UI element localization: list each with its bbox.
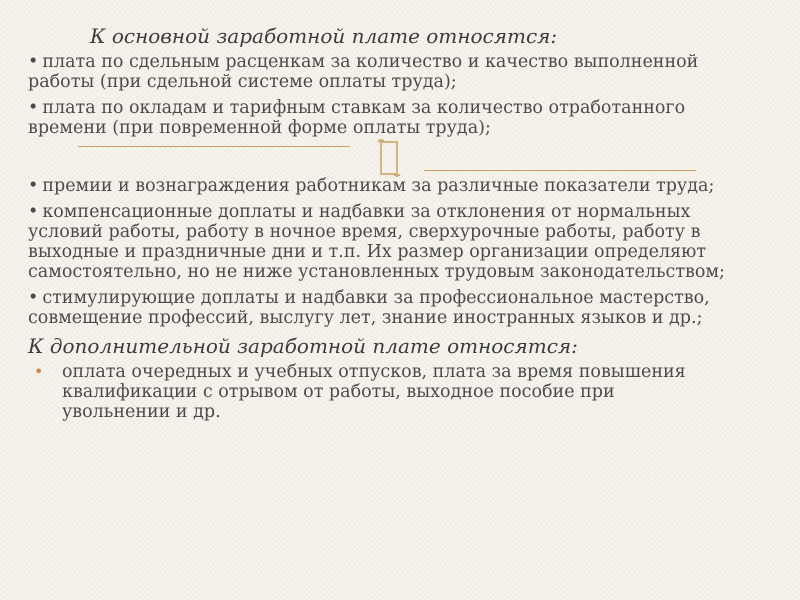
basic-item-text: компенсационные доплаты и надбавки за отклонения от нормальных условий работы, работу в ночное время, сверхурочные работы, работу в выходные и праздничные дни и т.п. Их размер организации определяют самостоятельно, но не ниже установленных трудовым законодательством; xyxy=(28,202,725,282)
additional-item-text: оплата очередных и учебных отпусков, плата за время повышения квалификации с отрывом от работы, выходное пособие при увольнении и др. xyxy=(62,362,686,422)
basic-item-1 xyxy=(28,52,728,92)
bullet-marker: • xyxy=(34,362,44,381)
basic-item-text: стимулирующие доплаты и надбавки за профессиональное мастерство, совмещение профессий, выслугу лет, знание иностранных языков и др.; xyxy=(28,288,710,328)
additional-list xyxy=(28,362,728,422)
divider-line-left xyxy=(78,146,350,147)
basic-item-text: премии и вознаграждения работникам за различные показатели труда; xyxy=(42,176,715,196)
basic-item-text: плата по окладам и тарифным ставкам за количество отработанного времени (при повременной форме оплаты труда); xyxy=(28,98,686,138)
bullet: • xyxy=(28,176,39,196)
bullet: • xyxy=(28,98,39,118)
basic-item-5 xyxy=(28,288,728,328)
basic-item-4 xyxy=(28,202,728,282)
bullet: • xyxy=(28,202,39,222)
additional-item-1 xyxy=(28,362,728,422)
basic-item-text: плата по сдельным расценкам за количество и качество выполненной работы (при сдельной системе оплаты труда); xyxy=(28,52,699,92)
divider-line-right xyxy=(424,170,696,171)
bullet: • xyxy=(28,288,39,308)
basic-item-2 xyxy=(28,98,728,138)
scroll-divider-icon xyxy=(376,138,402,178)
basic-item-3 xyxy=(28,176,728,196)
additional-salary-heading: К дополнительной заработной плате относятся: xyxy=(28,334,578,358)
basic-salary-heading: К основной заработной плате относятся: xyxy=(90,24,558,48)
bullet: • xyxy=(28,52,39,72)
slide-content xyxy=(28,24,728,422)
